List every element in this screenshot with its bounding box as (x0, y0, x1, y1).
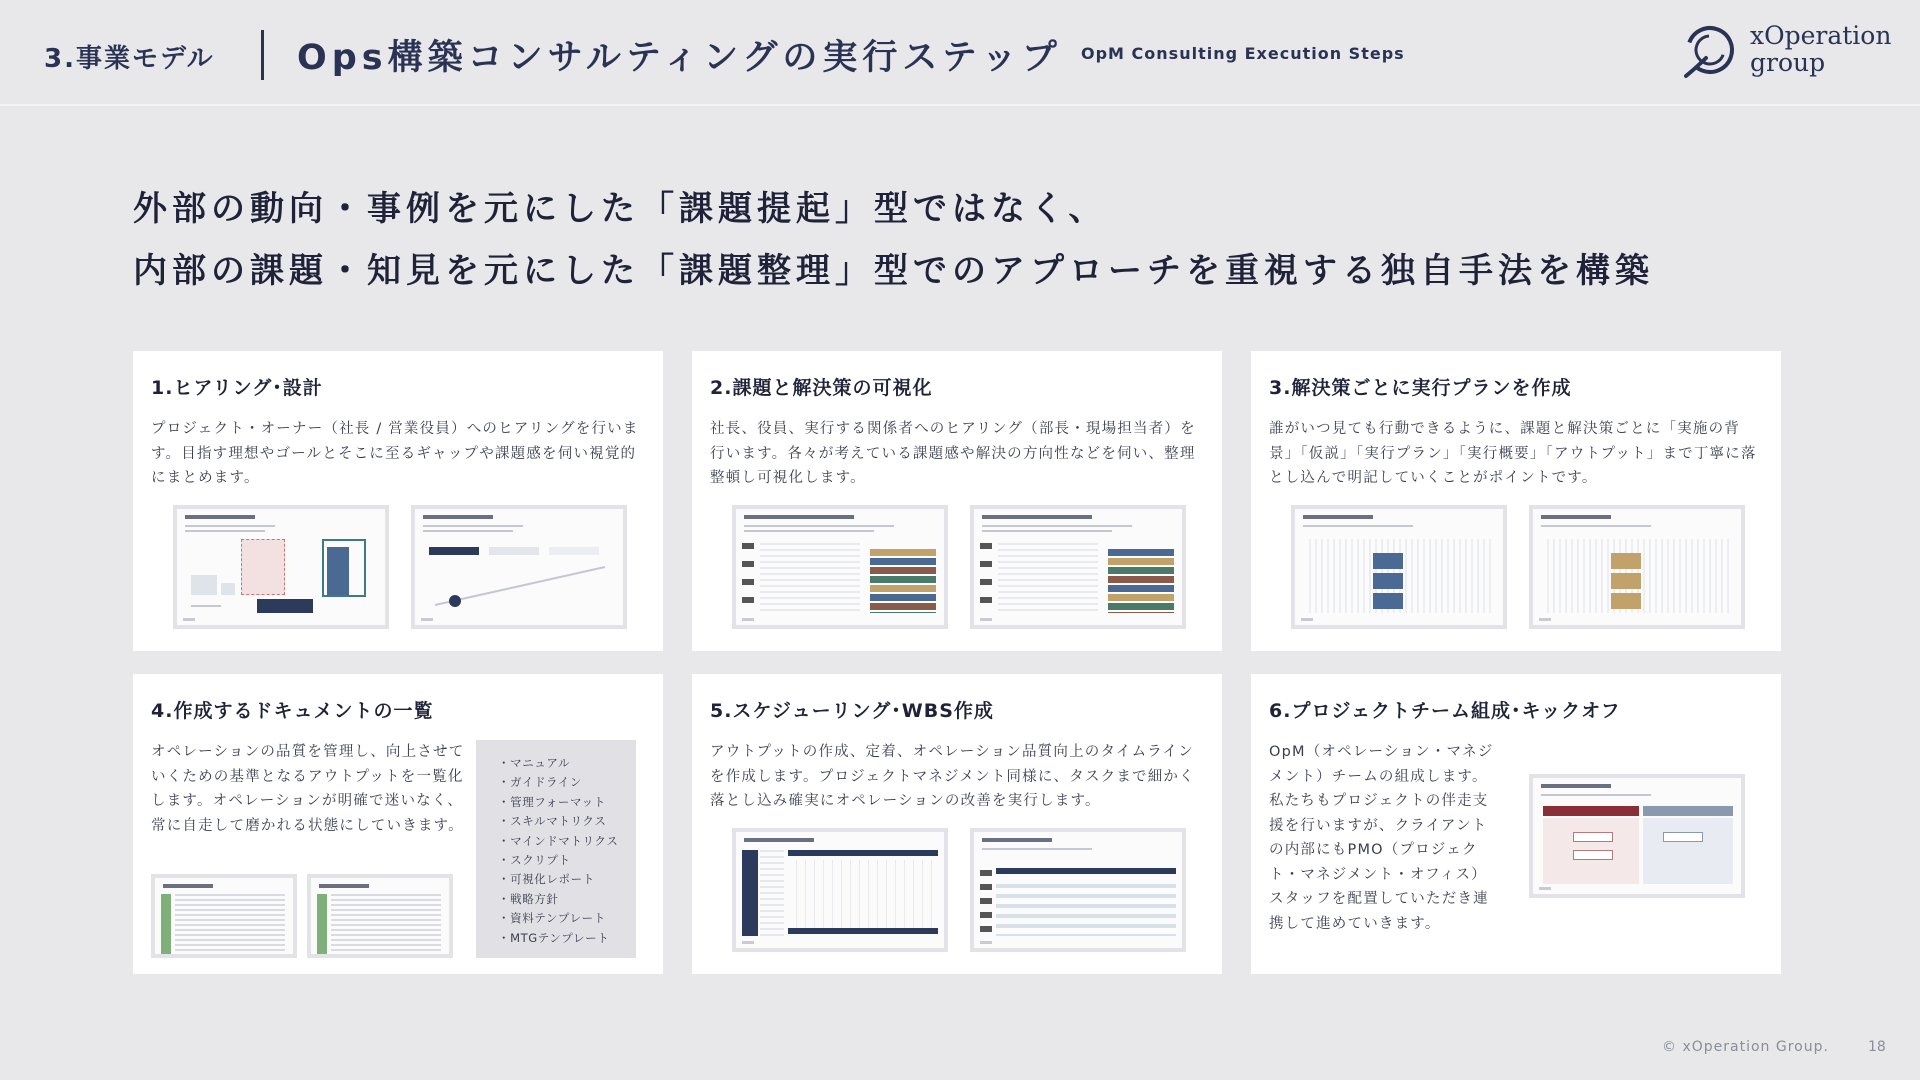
slide-thumbnail (970, 505, 1186, 629)
step-title: 6.プロジェクトチーム組成･キックオフ (1269, 700, 1621, 722)
document-list-item: ・マニュアル (498, 756, 571, 770)
logo-icon (1680, 22, 1740, 82)
slide-thumbnail (732, 828, 948, 952)
slide-thumbnail (411, 505, 627, 629)
slide-thumbnail (1529, 774, 1745, 898)
step-description: 社長、役員、実行する関係者へのヒアリング（部長・現場担当者）を行います。各々が考えている課題感や解決の方向性などを伺い、整理整頓し可視化します。 (710, 421, 1196, 486)
lead-statement (133, 178, 1654, 302)
document-list-item: ・スクリプト (498, 853, 571, 868)
step-description: OpM（オペレーション・マネジメント）チームの組成します。私たちもプロジェクトの伴走支援を行いますが、クライアントの内部にもPMO（プロジェクト・マネジメント・オフィス）スタッフを配置していただき連携して進めていきます。 (1269, 744, 1494, 932)
company-logo (1680, 21, 1892, 82)
document-list-item: ・スキルマトリクス (498, 814, 607, 829)
step-title: 5.スケジューリング･WBS作成 (710, 700, 994, 722)
slide-thumbnail (1529, 505, 1745, 629)
document-list-item: ・マインドマトリクス (498, 833, 619, 848)
slide-thumbnail (151, 874, 297, 958)
step-title: 3.解決策ごとに実行プランを作成 (1269, 377, 1572, 399)
document-list-item: ・可視化レポート (498, 872, 595, 887)
slide-thumbnail (307, 874, 453, 958)
step-card-6 (1251, 674, 1781, 974)
step-description: アウトプットの作成、定着、オペレーション品質向上のタイムラインを作成します。プロジェクトマネジメント同様に、タスクまで細かく落とし込み確実にオペレーションの改善を実行します。 (710, 744, 1195, 809)
document-list (476, 740, 636, 958)
document-list-item: ・管理フォーマット (498, 794, 606, 809)
step-card-1 (133, 351, 663, 651)
page-subtitle: OpM Consulting Execution Steps (1081, 44, 1405, 63)
step-title: 2.課題と解決策の可視化 (710, 377, 933, 399)
step-description: プロジェクト・オーナー（社長 / 営業役員）へのヒアリングを行います。目指す理想やゴールとそこに至るギャップや課題感を伺い視覚的にまとめます。 (151, 421, 639, 486)
slide-thumbnail (173, 505, 389, 629)
document-list-item: ・戦略方針 (498, 891, 559, 906)
page-title: Ops構築コンサルティングの実行ステップ (297, 38, 1062, 78)
document-list-item: ・ガイドライン (498, 775, 583, 790)
step-card-2 (692, 351, 1222, 651)
lead-line-2: 内部の課題・知見を元にした「課題整理」型でのアプローチを重視する独自手法を構築 (133, 251, 1654, 291)
step-card-5 (692, 674, 1222, 974)
copyright: © xOperation Group. (1662, 1039, 1829, 1055)
document-list-item: ・MTGテンプレート (498, 930, 610, 945)
step-card-3 (1251, 351, 1781, 651)
logo-line-1: xOperation (1750, 21, 1892, 50)
slide-thumbnail (1291, 505, 1507, 629)
header-divider (261, 30, 264, 80)
page-number: 18 (1868, 1039, 1886, 1055)
slide-thumbnail (732, 505, 948, 629)
page-header (0, 0, 1920, 106)
section-label: 3.事業モデル (44, 44, 215, 74)
step-description: 誰がいつ見ても行動できるように、課題と解決策ごとに「実施の背景」「仮説」「実行プラン」「実行概要」「アウトプット」まで丁寧に落とし込んで明記していくことがポイントです。 (1269, 421, 1757, 486)
document-list-item: ・資料テンプレート (498, 911, 606, 926)
step-title: 4.作成するドキュメントの一覧 (151, 700, 434, 722)
logo-line-2: group (1750, 48, 1826, 77)
step-description: オペレーションの品質を管理し、向上させていくための基準となるアウトプットを一覧化します。オペレーションが明確で迷いなく、常に自走して磨かれる状態にしていきます。 (151, 744, 465, 834)
step-card-4 (133, 674, 663, 974)
logo-text (1750, 22, 1891, 76)
step-title: 1.ヒアリング･設計 (151, 377, 323, 399)
slide-thumbnail (970, 828, 1186, 952)
lead-line-1: 外部の動向・事例を元にした「課題提起」型ではなく、 (133, 189, 1108, 229)
